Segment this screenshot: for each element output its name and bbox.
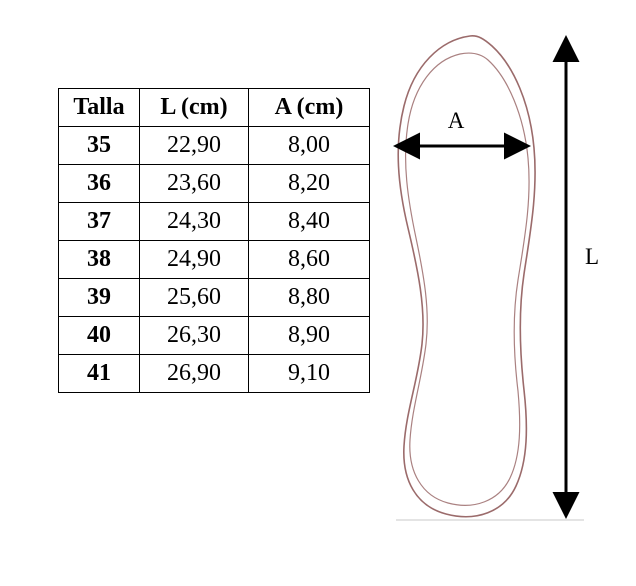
- cell-width: 8,20: [249, 165, 370, 203]
- cell-width: 8,90: [249, 317, 370, 355]
- cell-width: 8,80: [249, 279, 370, 317]
- table-body: [59, 127, 370, 393]
- insole-outline-icon: [398, 36, 535, 517]
- table-row: [59, 165, 370, 203]
- cell-width: 8,00: [249, 127, 370, 165]
- table-row: [59, 355, 370, 393]
- table-row: [59, 203, 370, 241]
- cell-width: 9,10: [249, 355, 370, 393]
- cell-width: 8,60: [249, 241, 370, 279]
- cell-talla: 39: [59, 279, 140, 317]
- cell-length: 26,30: [140, 317, 249, 355]
- size-table: [58, 88, 370, 393]
- cell-length: 22,90: [140, 127, 249, 165]
- cell-talla: 41: [59, 355, 140, 393]
- cell-width: 8,40: [249, 203, 370, 241]
- cell-talla: 35: [59, 127, 140, 165]
- cell-length: 24,90: [140, 241, 249, 279]
- cell-talla: 36: [59, 165, 140, 203]
- width-dimension-label: A: [447, 108, 465, 133]
- column-header-length: L (cm): [140, 89, 249, 127]
- table-row: [59, 241, 370, 279]
- column-header-width: A (cm): [249, 89, 370, 127]
- table-row: [59, 317, 370, 355]
- length-dimension-label: L: [584, 244, 600, 269]
- cell-length: 24,30: [140, 203, 249, 241]
- table-row: [59, 279, 370, 317]
- insole-diagram: [352, 14, 622, 544]
- cell-talla: 40: [59, 317, 140, 355]
- column-header-talla: Talla: [59, 89, 140, 127]
- cell-length: 26,90: [140, 355, 249, 393]
- cell-length: 25,60: [140, 279, 249, 317]
- table-row: [59, 127, 370, 165]
- cell-length: 23,60: [140, 165, 249, 203]
- cell-talla: 37: [59, 203, 140, 241]
- table-header: [59, 89, 370, 127]
- table-header-row: [59, 89, 370, 127]
- cell-talla: 38: [59, 241, 140, 279]
- size-table-container: [58, 88, 370, 393]
